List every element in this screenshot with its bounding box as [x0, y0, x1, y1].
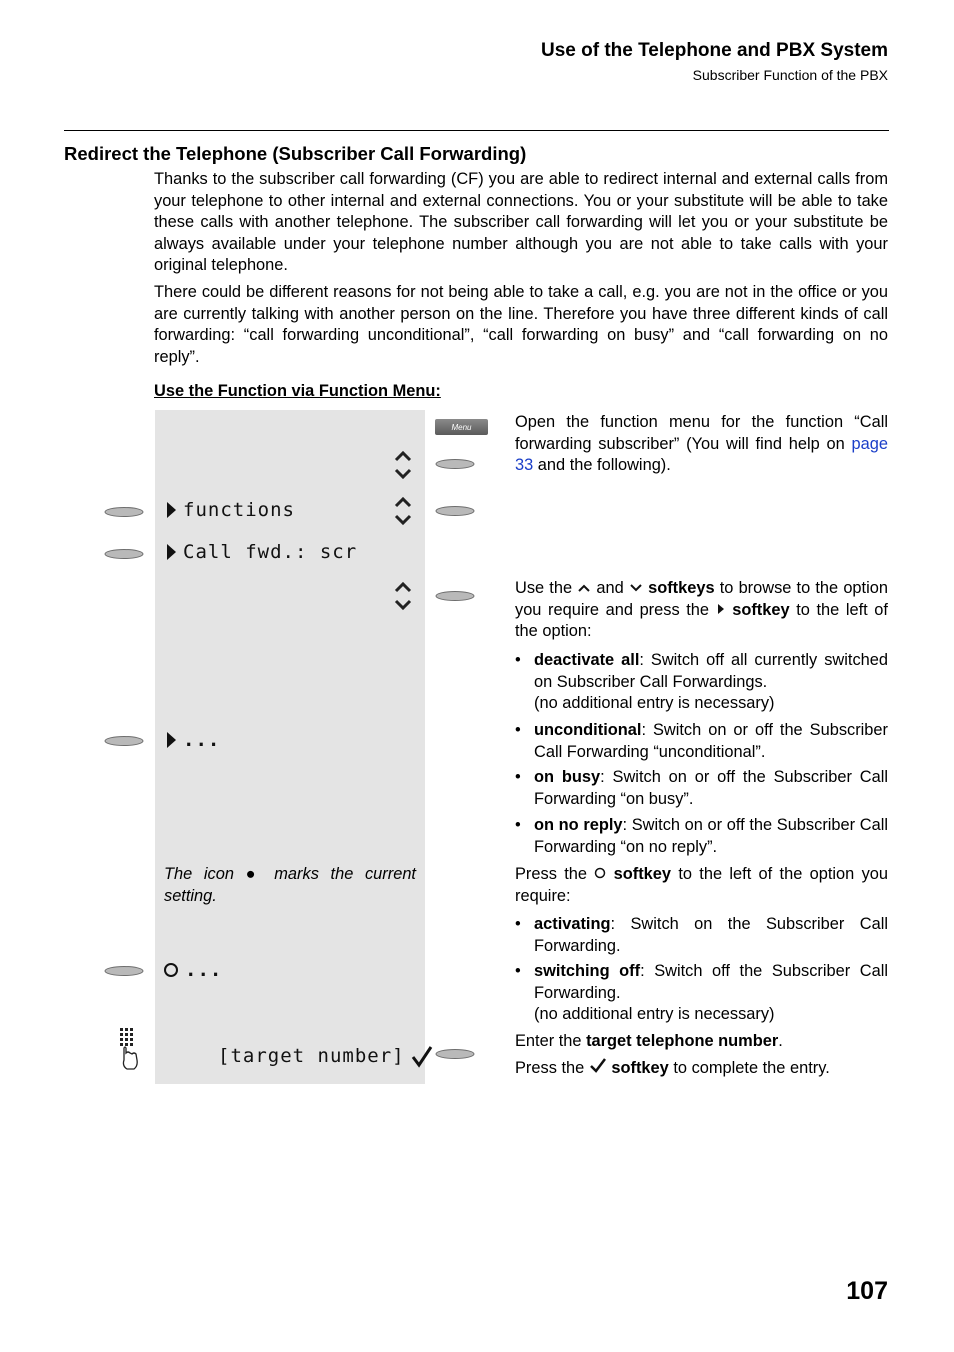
option-desc: : Switch off the Subscriber Call Forwarding.	[534, 962, 888, 1002]
up-down-arrows-icon	[393, 448, 413, 482]
circle-icon	[594, 867, 606, 879]
option-on-no-reply: • on no reply: Switch on or off the Subscriber Call Forwarding “on no reply”.	[515, 816, 888, 856]
option-deactivate-all: • deactivate all: Switch off all currently switched on Subscriber Call Forwardings. (no additional entry is necessary)	[515, 651, 888, 713]
display-line-functions	[165, 499, 295, 521]
step2-use: Use the	[515, 579, 573, 597]
intro-paragraph-2: There could be different reasons for not being able to take a call, e.g. you are not in the office or you are currently talking with another person on the line. Therefore you have three different kinds of call forwarding: “call forwarding unconditional”, “call forwarding on busy” and “call forwarding on no reply”.	[154, 283, 888, 366]
option-switching-off: • switching off: Switch off the Subscriber Call Forwarding. (no additional entry is necessary)	[515, 962, 888, 1024]
display-line-dots1	[165, 729, 220, 751]
page-33-link[interactable]: page 33	[515, 434, 888, 475]
display-line-callfwd	[165, 541, 357, 563]
step2-rest2: to the left of the option:	[515, 600, 888, 641]
step5-rest: to complete the entry.	[673, 1059, 830, 1077]
step4-bold: target telephone number	[586, 1032, 779, 1050]
step3-rest: to the left of the option you require:	[515, 865, 888, 905]
display-callfwd-text: Call fwd.: scr	[183, 541, 358, 563]
softkey-icon[interactable]	[104, 506, 144, 518]
option-activating: • activating: Switch on the Subscriber Call Forwarding.	[515, 915, 888, 955]
softkey-icon[interactable]	[435, 458, 475, 470]
option-desc: : Switch on or off the Subscriber Call Forwarding “on busy”.	[534, 768, 888, 808]
softkey-icon[interactable]	[104, 548, 144, 560]
option-on-busy: • on busy: Switch on or off the Subscriber Call Forwarding “on busy”.	[515, 768, 888, 808]
step1-text-a: Open the function menu for the function “Call forwarding subscriber” (You will find help on	[515, 413, 888, 453]
step-press-circle	[515, 864, 888, 907]
option-term: unconditional	[534, 721, 642, 739]
right-triangle-icon	[165, 730, 177, 750]
down-arrow-icon	[629, 583, 643, 593]
section-title: Redirect the Telephone (Subscriber Call Forwarding)	[64, 143, 527, 164]
step2-softkeys: softkeys	[648, 579, 715, 597]
option-desc: : Switch on or off the Subscriber Call Forwarding “on no reply”.	[534, 816, 888, 856]
step3-press: Press the	[515, 865, 587, 883]
step2-rest1: to browse to the option you require and press the	[515, 579, 888, 619]
option-desc: : Switch on or off the Subscriber Call Forwarding “unconditional”.	[534, 721, 888, 761]
check-icon	[589, 1057, 607, 1073]
step1-text-b: and the following).	[533, 456, 671, 475]
step-open-menu	[515, 412, 888, 477]
display-dots1-text: ...	[183, 729, 221, 751]
step3-softkey: softkey	[613, 865, 672, 883]
step2-and: and	[596, 579, 624, 597]
option-term: activating	[534, 915, 611, 933]
display-line-dots2	[163, 959, 222, 981]
option-unconditional: • unconditional: Switch on or off the Subscriber Call Forwarding “unconditional”.	[515, 721, 888, 761]
softkey-icon[interactable]	[435, 505, 475, 517]
display-line-target	[218, 1044, 433, 1068]
display-functions-text: functions	[183, 499, 295, 521]
right-triangle-icon	[165, 500, 177, 520]
header-title: Use of the Telephone and PBX System	[540, 40, 888, 61]
up-arrow-icon	[577, 583, 591, 593]
option-desc: : Switch on the Subscriber Call Forwarding.	[534, 915, 888, 955]
display-dots2-text: ...	[185, 959, 223, 981]
step4-text-b: .	[778, 1032, 783, 1050]
option-extra: (no additional entry is necessary)	[534, 1005, 775, 1024]
display-note: The icon ● marks the current setting.	[164, 865, 416, 905]
menu-heading: Use the Function via Function Menu:	[154, 382, 441, 400]
step4-text-a: Enter the	[515, 1032, 587, 1050]
step-enter-target	[515, 1031, 888, 1053]
menu-softkey[interactable]: Menu	[435, 419, 488, 435]
header-subtitle: Subscriber Function of the PBX	[692, 67, 888, 83]
check-icon	[411, 1044, 433, 1068]
step5-press: Press the	[515, 1059, 585, 1077]
display-target-text: [target number]	[218, 1045, 405, 1067]
circle-icon	[163, 960, 179, 980]
up-down-arrows-icon	[393, 494, 413, 528]
right-triangle-icon	[716, 603, 726, 615]
step2-softkey: softkey	[732, 600, 790, 619]
step-complete	[515, 1057, 888, 1080]
softkey-icon[interactable]	[435, 1048, 475, 1060]
right-triangle-icon	[165, 542, 177, 562]
option-term: switching off	[534, 962, 641, 980]
keypad-hand-icon	[116, 1026, 140, 1072]
option-term: on no reply	[534, 816, 623, 834]
softkey-icon[interactable]	[435, 590, 475, 602]
softkey-icon[interactable]	[104, 735, 144, 747]
option-extra: (no additional entry is necessary)	[534, 694, 775, 713]
up-down-arrows-icon	[393, 579, 413, 613]
option-term: deactivate all	[534, 651, 640, 669]
option-desc: : Switch off all currently switched on Subscriber Call Forwardings.	[534, 651, 888, 691]
softkey-icon[interactable]	[104, 965, 144, 977]
step-browse	[515, 578, 888, 643]
intro-paragraph-1: Thanks to the subscriber call forwarding (CF) you are able to redirect internal and external calls from your telephone to other internal and external connections. You or your substitute will be able to take these calls with another telephone. The subscriber call forwarding will let you or your substitute be always available under your telephone number although you are not able to take calls with your original telephone.	[154, 170, 888, 275]
option-term: on busy	[534, 768, 601, 786]
page-number: 107	[846, 1277, 888, 1305]
header-rule	[64, 130, 889, 131]
step5-softkey: softkey	[611, 1059, 669, 1077]
